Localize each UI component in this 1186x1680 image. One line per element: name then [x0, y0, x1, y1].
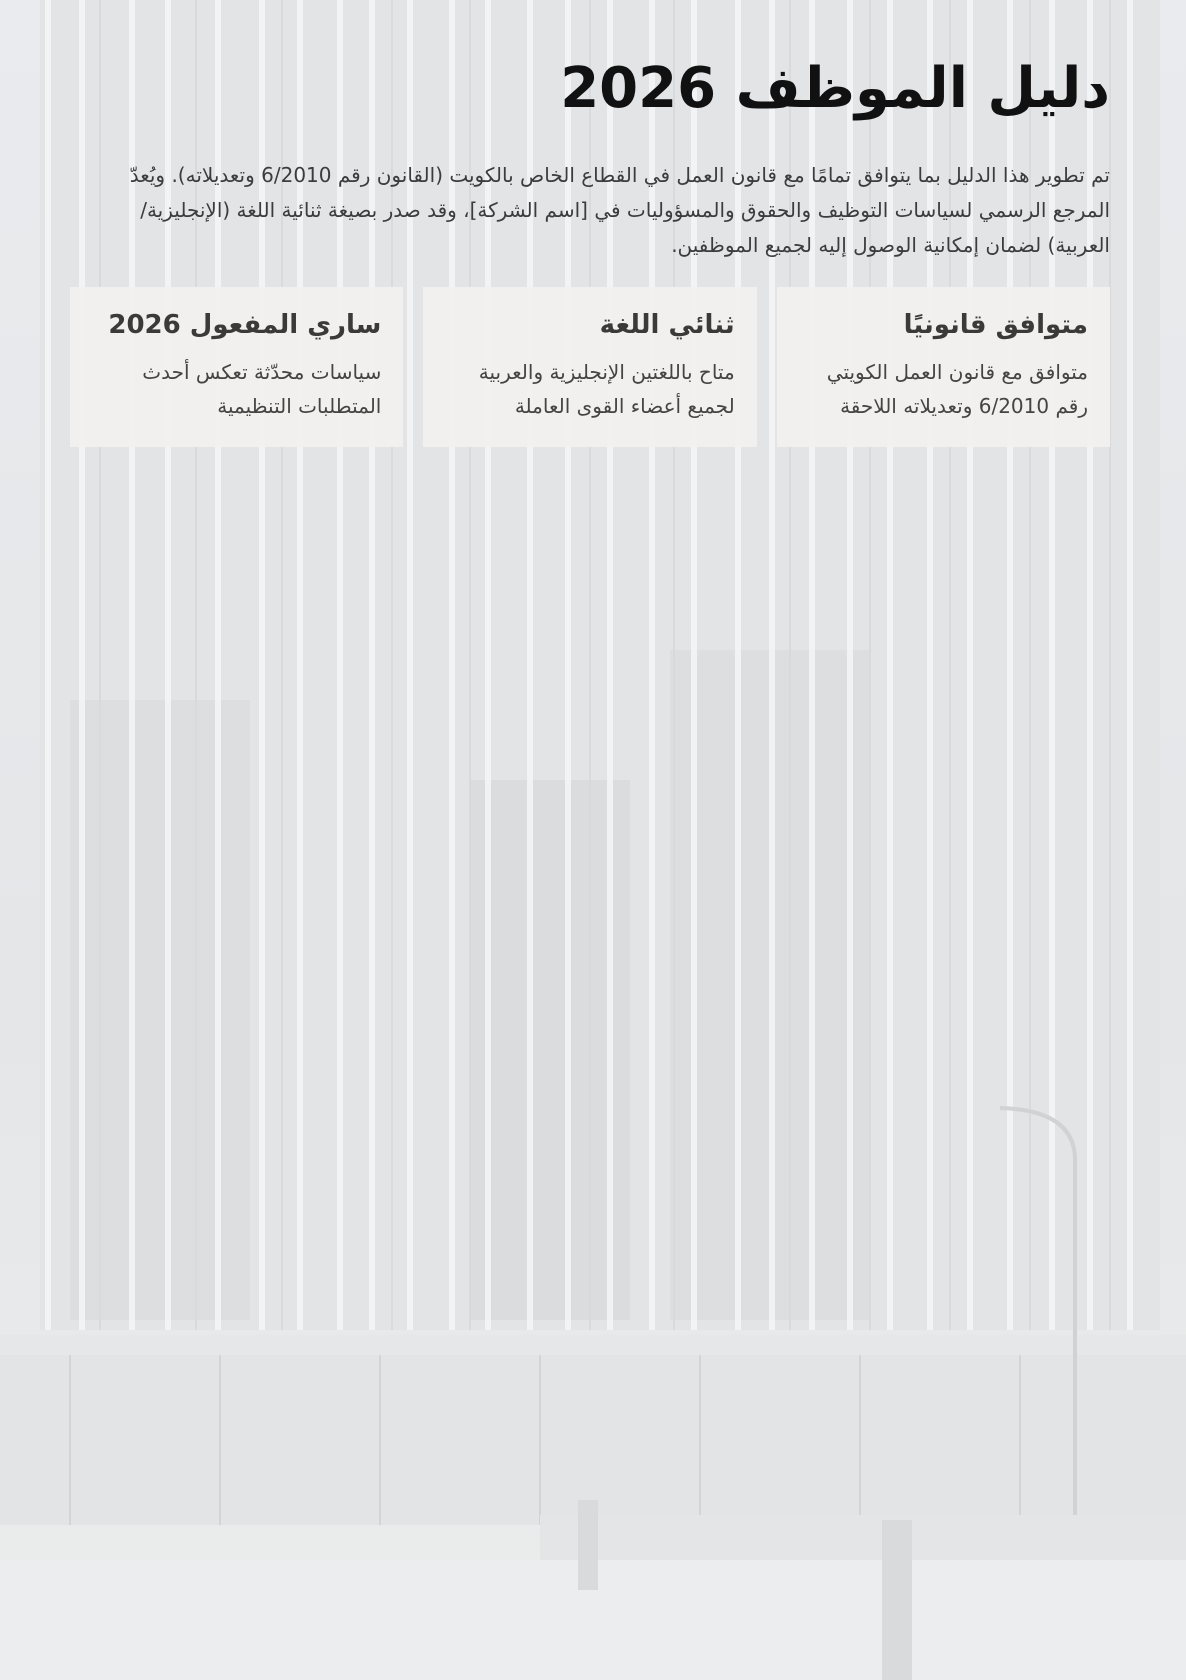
card-description: سياسات محدّثة تعكس أحدث المتطلبات التنظيمية: [142, 359, 382, 418]
card-title: متوافق قانونيًا: [903, 310, 1088, 340]
feature-card-bilingual: [423, 287, 756, 447]
card-description: متاح باللغتين الإنجليزية والعربية لجميع أعضاء القوى العاملة: [478, 359, 735, 418]
intro-paragraph: تم تطوير هذا الدليل بما يتوافق تمامًا مع قانون العمل في القطاع الخاص بالكويت (القانون رقم 6/2010 وتعديلاته). ويُعدّ المرجع الرسمي لسياسات التوظيف والحقوق والمسؤوليات في [اسم الشركة]، وقد صدر بصيغة ثنائية اللغة (الإنجليزية/العربية) لضمان إمكانية الوصول إليه لجميع الموظفين.: [129, 163, 1110, 257]
feature-cards: [70, 287, 1110, 447]
card-title: ثنائي اللغة: [599, 310, 735, 340]
feature-card-effective-2026: [70, 287, 403, 447]
page-title: دليل الموظف 2026: [560, 56, 1110, 121]
card-description: متوافق مع قانون العمل الكويتي رقم 6/2010 وتعديلاته اللاحقة: [826, 359, 1088, 418]
card-title: ساري المفعول 2026: [108, 310, 382, 340]
feature-card-legal-compliance: [777, 287, 1110, 447]
